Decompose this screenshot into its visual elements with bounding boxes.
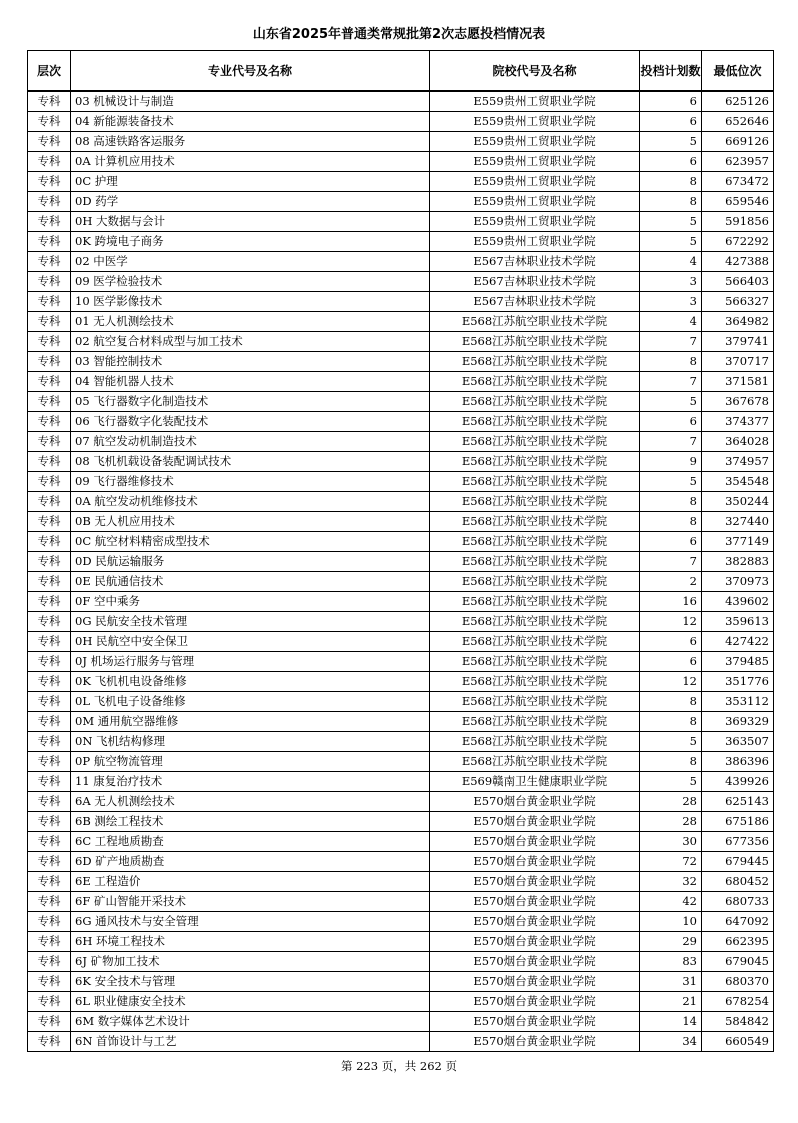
cell-level: 专科 <box>28 112 71 132</box>
cell-school: E567吉林职业技术学院 <box>430 272 640 292</box>
cell-major: 6J 矿物加工技术 <box>71 952 430 972</box>
cell-school: E570烟台黄金职业学院 <box>430 832 640 852</box>
cell-major: 11 康复治疗技术 <box>71 772 430 792</box>
cell-rank: 439926 <box>702 772 774 792</box>
table-row <box>28 672 774 692</box>
cell-school: E559贵州工贸职业学院 <box>430 112 640 132</box>
cell-major: 04 智能机器人技术 <box>71 372 430 392</box>
cell-level: 专科 <box>28 452 71 472</box>
cell-level: 专科 <box>28 532 71 552</box>
cell-plan: 12 <box>640 672 702 692</box>
cell-major: 6H 环境工程技术 <box>71 932 430 952</box>
cell-rank: 566403 <box>702 272 774 292</box>
cell-major: 6D 矿产地质勘查 <box>71 852 430 872</box>
cell-school: E569赣南卫生健康职业学院 <box>430 772 640 792</box>
cell-school: E568江苏航空职业技术学院 <box>430 452 640 472</box>
cell-plan: 31 <box>640 972 702 992</box>
cell-school: E559贵州工贸职业学院 <box>430 91 640 112</box>
cell-level: 专科 <box>28 372 71 392</box>
cell-plan: 28 <box>640 792 702 812</box>
cell-major: 0L 飞机电子设备维修 <box>71 692 430 712</box>
table-row <box>28 312 774 332</box>
cell-rank: 359613 <box>702 612 774 632</box>
cell-level: 专科 <box>28 132 71 152</box>
cell-plan: 5 <box>640 132 702 152</box>
cell-major: 07 航空发动机制造技术 <box>71 432 430 452</box>
cell-rank: 625126 <box>702 91 774 112</box>
cell-plan: 7 <box>640 332 702 352</box>
header-school: 院校代号及名称 <box>430 51 640 92</box>
cell-level: 专科 <box>28 1032 71 1052</box>
table-row <box>28 392 774 412</box>
cell-plan: 8 <box>640 692 702 712</box>
table-row <box>28 652 774 672</box>
cell-school: E568江苏航空职业技术学院 <box>430 712 640 732</box>
cell-level: 专科 <box>28 1012 71 1032</box>
cell-school: E568江苏航空职业技术学院 <box>430 732 640 752</box>
header-major: 专业代号及名称 <box>71 51 430 92</box>
cell-level: 专科 <box>28 252 71 272</box>
cell-level: 专科 <box>28 352 71 372</box>
table-row <box>28 452 774 472</box>
cell-school: E568江苏航空职业技术学院 <box>430 632 640 652</box>
cell-level: 专科 <box>28 732 71 752</box>
cell-rank: 427422 <box>702 632 774 652</box>
cell-major: 08 飞机机载设备装配调试技术 <box>71 452 430 472</box>
cell-plan: 14 <box>640 1012 702 1032</box>
cell-plan: 42 <box>640 892 702 912</box>
cell-rank: 371581 <box>702 372 774 392</box>
cell-plan: 3 <box>640 272 702 292</box>
cell-level: 专科 <box>28 332 71 352</box>
cell-school: E568江苏航空职业技术学院 <box>430 532 640 552</box>
cell-rank: 679045 <box>702 952 774 972</box>
cell-level: 专科 <box>28 552 71 572</box>
cell-major: 0N 飞机结构修理 <box>71 732 430 752</box>
cell-level: 专科 <box>28 432 71 452</box>
cell-major: 6K 安全技术与管理 <box>71 972 430 992</box>
cell-plan: 7 <box>640 432 702 452</box>
cell-rank: 680733 <box>702 892 774 912</box>
cell-rank: 680370 <box>702 972 774 992</box>
cell-major: 6G 通风技术与安全管理 <box>71 912 430 932</box>
cell-plan: 10 <box>640 912 702 932</box>
page-footer: 第 223 页，共 262 页 <box>340 1059 458 1073</box>
cell-plan: 6 <box>640 412 702 432</box>
cell-plan: 5 <box>640 212 702 232</box>
cell-school: E559贵州工贸职业学院 <box>430 172 640 192</box>
cell-rank: 327440 <box>702 512 774 532</box>
cell-level: 专科 <box>28 832 71 852</box>
page-title: 山东省2025年普通类常规批第2次志愿投档情况表 <box>252 27 546 42</box>
cell-rank: 369329 <box>702 712 774 732</box>
table-row <box>28 112 774 132</box>
header-plan <box>640 51 702 92</box>
table-row <box>28 512 774 532</box>
cell-plan: 5 <box>640 472 702 492</box>
table-row <box>28 792 774 812</box>
table-row <box>28 892 774 912</box>
cell-level: 专科 <box>28 612 71 632</box>
cell-plan: 8 <box>640 172 702 192</box>
cell-level: 专科 <box>28 472 71 492</box>
cell-major: 03 智能控制技术 <box>71 352 430 372</box>
cell-plan: 5 <box>640 232 702 252</box>
cell-plan: 6 <box>640 112 702 132</box>
cell-level: 专科 <box>28 812 71 832</box>
table-row <box>28 492 774 512</box>
cell-rank: 660549 <box>702 1032 774 1052</box>
table-row <box>28 1012 774 1032</box>
cell-level: 专科 <box>28 652 71 672</box>
cell-rank: 379741 <box>702 332 774 352</box>
cell-level: 专科 <box>28 792 71 812</box>
table-row <box>28 972 774 992</box>
table-row <box>28 712 774 732</box>
table-row <box>28 132 774 152</box>
cell-plan: 6 <box>640 91 702 112</box>
cell-school: E567吉林职业技术学院 <box>430 252 640 272</box>
cell-rank: 363507 <box>702 732 774 752</box>
cell-school: E568江苏航空职业技术学院 <box>430 752 640 772</box>
cell-level: 专科 <box>28 892 71 912</box>
cell-level: 专科 <box>28 512 71 532</box>
table-row <box>28 812 774 832</box>
cell-rank: 679445 <box>702 852 774 872</box>
table-row <box>28 412 774 432</box>
cell-level: 专科 <box>28 412 71 432</box>
table-row <box>28 252 774 272</box>
cell-level: 专科 <box>28 972 71 992</box>
cell-plan: 4 <box>640 312 702 332</box>
header-row <box>28 51 774 92</box>
table-body <box>28 91 774 1052</box>
cell-rank: 364028 <box>702 432 774 452</box>
cell-level: 专科 <box>28 912 71 932</box>
cell-rank: 382883 <box>702 552 774 572</box>
cell-plan: 28 <box>640 812 702 832</box>
cell-school: E559贵州工贸职业学院 <box>430 212 640 232</box>
cell-school: E570烟台黄金职业学院 <box>430 912 640 932</box>
cell-plan: 30 <box>640 832 702 852</box>
header-rank: 最低位次 <box>702 51 774 92</box>
cell-major: 0C 航空材料精密成型技术 <box>71 532 430 552</box>
cell-plan: 8 <box>640 752 702 772</box>
header-plan-text: 投档计划数 <box>640 63 701 78</box>
table-row <box>28 832 774 852</box>
table-row <box>28 532 774 552</box>
cell-level: 专科 <box>28 312 71 332</box>
cell-level: 专科 <box>28 752 71 772</box>
cell-school: E568江苏航空职业技术学院 <box>430 612 640 632</box>
cell-rank: 672292 <box>702 232 774 252</box>
cell-school: E570烟台黄金职业学院 <box>430 792 640 812</box>
cell-plan: 8 <box>640 512 702 532</box>
cell-school: E568江苏航空职业技术学院 <box>430 312 640 332</box>
cell-major: 0G 民航安全技术管理 <box>71 612 430 632</box>
cell-school: E568江苏航空职业技术学院 <box>430 672 640 692</box>
cell-plan: 32 <box>640 872 702 892</box>
cell-rank: 652646 <box>702 112 774 132</box>
table-row <box>28 612 774 632</box>
cell-school: E570烟台黄金职业学院 <box>430 972 640 992</box>
cell-plan: 12 <box>640 612 702 632</box>
cell-rank: 354548 <box>702 472 774 492</box>
cell-level: 专科 <box>28 632 71 652</box>
cell-major: 09 飞行器维修技术 <box>71 472 430 492</box>
admission-table <box>27 50 774 1052</box>
cell-major: 02 航空复合材料成型与加工技术 <box>71 332 430 352</box>
cell-level: 专科 <box>28 852 71 872</box>
cell-level: 专科 <box>28 932 71 952</box>
cell-plan: 34 <box>640 1032 702 1052</box>
cell-plan: 3 <box>640 292 702 312</box>
cell-level: 专科 <box>28 292 71 312</box>
table-row <box>28 352 774 372</box>
cell-plan: 72 <box>640 852 702 872</box>
cell-rank: 374957 <box>702 452 774 472</box>
cell-rank: 386396 <box>702 752 774 772</box>
cell-level: 专科 <box>28 592 71 612</box>
cell-major: 08 高速铁路客运服务 <box>71 132 430 152</box>
cell-level: 专科 <box>28 712 71 732</box>
cell-major: 09 医学检验技术 <box>71 272 430 292</box>
cell-rank: 374377 <box>702 412 774 432</box>
table-row <box>28 872 774 892</box>
cell-major: 02 中医学 <box>71 252 430 272</box>
cell-rank: 370973 <box>702 572 774 592</box>
cell-plan: 6 <box>640 632 702 652</box>
cell-school: E570烟台黄金职业学院 <box>430 992 640 1012</box>
cell-plan: 83 <box>640 952 702 972</box>
cell-school: E567吉林职业技术学院 <box>430 292 640 312</box>
cell-plan: 9 <box>640 452 702 472</box>
table-row <box>28 992 774 1012</box>
cell-major: 0D 药学 <box>71 192 430 212</box>
table-row <box>28 272 774 292</box>
cell-major: 05 飞行器数字化制造技术 <box>71 392 430 412</box>
cell-school: E559贵州工贸职业学院 <box>430 152 640 172</box>
cell-level: 专科 <box>28 192 71 212</box>
cell-plan: 5 <box>640 772 702 792</box>
table-row <box>28 1032 774 1052</box>
cell-school: E568江苏航空职业技术学院 <box>430 512 640 532</box>
table-row <box>28 852 774 872</box>
table-row <box>28 152 774 172</box>
cell-plan: 29 <box>640 932 702 952</box>
cell-school: E559贵州工贸职业学院 <box>430 192 640 212</box>
cell-major: 03 机械设计与制造 <box>71 91 430 112</box>
cell-plan: 7 <box>640 552 702 572</box>
cell-school: E568江苏航空职业技术学院 <box>430 652 640 672</box>
cell-level: 专科 <box>28 952 71 972</box>
cell-major: 01 无人机测绘技术 <box>71 312 430 332</box>
cell-school: E570烟台黄金职业学院 <box>430 952 640 972</box>
table-row <box>28 572 774 592</box>
cell-school: E568江苏航空职业技术学院 <box>430 432 640 452</box>
table-row <box>28 332 774 352</box>
cell-rank: 350244 <box>702 492 774 512</box>
cell-school: E570烟台黄金职业学院 <box>430 872 640 892</box>
cell-rank: 647092 <box>702 912 774 932</box>
cell-rank: 566327 <box>702 292 774 312</box>
cell-major: 0B 无人机应用技术 <box>71 512 430 532</box>
cell-school: E568江苏航空职业技术学院 <box>430 572 640 592</box>
cell-major: 0J 机场运行服务与管理 <box>71 652 430 672</box>
header-level: 层次 <box>28 51 71 92</box>
cell-rank: 678254 <box>702 992 774 1012</box>
cell-school: E568江苏航空职业技术学院 <box>430 592 640 612</box>
table-row <box>28 912 774 932</box>
cell-level: 专科 <box>28 992 71 1012</box>
cell-school: E568江苏航空职业技术学院 <box>430 692 640 712</box>
table-row <box>28 932 774 952</box>
cell-major: 0F 空中乘务 <box>71 592 430 612</box>
cell-school: E570烟台黄金职业学院 <box>430 932 640 952</box>
cell-plan: 6 <box>640 652 702 672</box>
cell-rank: 364982 <box>702 312 774 332</box>
cell-rank: 377149 <box>702 532 774 552</box>
table-row <box>28 91 774 112</box>
cell-plan: 8 <box>640 712 702 732</box>
cell-school: E568江苏航空职业技术学院 <box>430 472 640 492</box>
cell-major: 0K 跨境电子商务 <box>71 232 430 252</box>
table-row <box>28 172 774 192</box>
cell-rank: 584842 <box>702 1012 774 1032</box>
cell-plan: 8 <box>640 192 702 212</box>
cell-school: E568江苏航空职业技术学院 <box>430 392 640 412</box>
cell-major: 0A 计算机应用技术 <box>71 152 430 172</box>
cell-rank: 662395 <box>702 932 774 952</box>
cell-major: 6L 职业健康安全技术 <box>71 992 430 1012</box>
cell-major: 6B 测绘工程技术 <box>71 812 430 832</box>
table-row <box>28 632 774 652</box>
cell-major: 0P 航空物流管理 <box>71 752 430 772</box>
cell-rank: 353112 <box>702 692 774 712</box>
cell-rank: 659546 <box>702 192 774 212</box>
cell-school: E570烟台黄金职业学院 <box>430 892 640 912</box>
cell-major: 0M 通用航空器维修 <box>71 712 430 732</box>
cell-level: 专科 <box>28 152 71 172</box>
table-row <box>28 772 774 792</box>
cell-major: 06 飞行器数字化装配技术 <box>71 412 430 432</box>
cell-major: 6M 数字媒体艺术设计 <box>71 1012 430 1032</box>
cell-plan: 5 <box>640 732 702 752</box>
cell-rank: 591856 <box>702 212 774 232</box>
cell-major: 6F 矿山智能开采技术 <box>71 892 430 912</box>
cell-rank: 427388 <box>702 252 774 272</box>
cell-plan: 21 <box>640 992 702 1012</box>
cell-rank: 680452 <box>702 872 774 892</box>
cell-school: E568江苏航空职业技术学院 <box>430 552 640 572</box>
cell-level: 专科 <box>28 91 71 112</box>
cell-level: 专科 <box>28 232 71 252</box>
cell-plan: 7 <box>640 372 702 392</box>
cell-school: E568江苏航空职业技术学院 <box>430 492 640 512</box>
cell-plan: 8 <box>640 352 702 372</box>
cell-level: 专科 <box>28 872 71 892</box>
cell-rank: 351776 <box>702 672 774 692</box>
table-row <box>28 212 774 232</box>
cell-school: E568江苏航空职业技术学院 <box>430 352 640 372</box>
cell-major: 6A 无人机测绘技术 <box>71 792 430 812</box>
cell-school: E570烟台黄金职业学院 <box>430 1012 640 1032</box>
cell-school: E570烟台黄金职业学院 <box>430 852 640 872</box>
cell-level: 专科 <box>28 692 71 712</box>
cell-plan: 8 <box>640 492 702 512</box>
cell-major: 6C 工程地质勘查 <box>71 832 430 852</box>
cell-major: 0H 民航空中安全保卫 <box>71 632 430 652</box>
cell-rank: 367678 <box>702 392 774 412</box>
table-row <box>28 592 774 612</box>
cell-level: 专科 <box>28 392 71 412</box>
cell-rank: 669126 <box>702 132 774 152</box>
cell-level: 专科 <box>28 172 71 192</box>
cell-school: E559贵州工贸职业学院 <box>430 232 640 252</box>
cell-plan: 6 <box>640 532 702 552</box>
cell-rank: 677356 <box>702 832 774 852</box>
table-row <box>28 232 774 252</box>
cell-major: 04 新能源装备技术 <box>71 112 430 132</box>
cell-school: E568江苏航空职业技术学院 <box>430 372 640 392</box>
table-row <box>28 752 774 772</box>
cell-rank: 625143 <box>702 792 774 812</box>
table-row <box>28 432 774 452</box>
cell-plan: 5 <box>640 392 702 412</box>
cell-rank: 370717 <box>702 352 774 372</box>
cell-school: E559贵州工贸职业学院 <box>430 132 640 152</box>
cell-major: 0H 大数据与会计 <box>71 212 430 232</box>
cell-major: 0C 护理 <box>71 172 430 192</box>
cell-level: 专科 <box>28 672 71 692</box>
cell-rank: 623957 <box>702 152 774 172</box>
cell-rank: 673472 <box>702 172 774 192</box>
cell-rank: 439602 <box>702 592 774 612</box>
cell-school: E570烟台黄金职业学院 <box>430 812 640 832</box>
table-row <box>28 372 774 392</box>
table-row <box>28 192 774 212</box>
cell-plan: 4 <box>640 252 702 272</box>
cell-major: 10 医学影像技术 <box>71 292 430 312</box>
cell-rank: 675186 <box>702 812 774 832</box>
cell-level: 专科 <box>28 572 71 592</box>
cell-school: E568江苏航空职业技术学院 <box>430 412 640 432</box>
cell-school: E570烟台黄金职业学院 <box>430 1032 640 1052</box>
table-row <box>28 692 774 712</box>
cell-rank: 379485 <box>702 652 774 672</box>
cell-major: 6N 首饰设计与工艺 <box>71 1032 430 1052</box>
table-row <box>28 472 774 492</box>
cell-major: 0D 民航运输服务 <box>71 552 430 572</box>
cell-major: 0E 民航通信技术 <box>71 572 430 592</box>
table-row <box>28 552 774 572</box>
cell-level: 专科 <box>28 492 71 512</box>
cell-school: E568江苏航空职业技术学院 <box>430 332 640 352</box>
cell-major: 0K 飞机机电设备维修 <box>71 672 430 692</box>
cell-level: 专科 <box>28 272 71 292</box>
cell-major: 6E 工程造价 <box>71 872 430 892</box>
table-row <box>28 952 774 972</box>
cell-plan: 16 <box>640 592 702 612</box>
table-row <box>28 292 774 312</box>
cell-major: 0A 航空发动机维修技术 <box>71 492 430 512</box>
cell-level: 专科 <box>28 772 71 792</box>
cell-plan: 2 <box>640 572 702 592</box>
cell-plan: 6 <box>640 152 702 172</box>
table-row <box>28 732 774 752</box>
cell-level: 专科 <box>28 212 71 232</box>
